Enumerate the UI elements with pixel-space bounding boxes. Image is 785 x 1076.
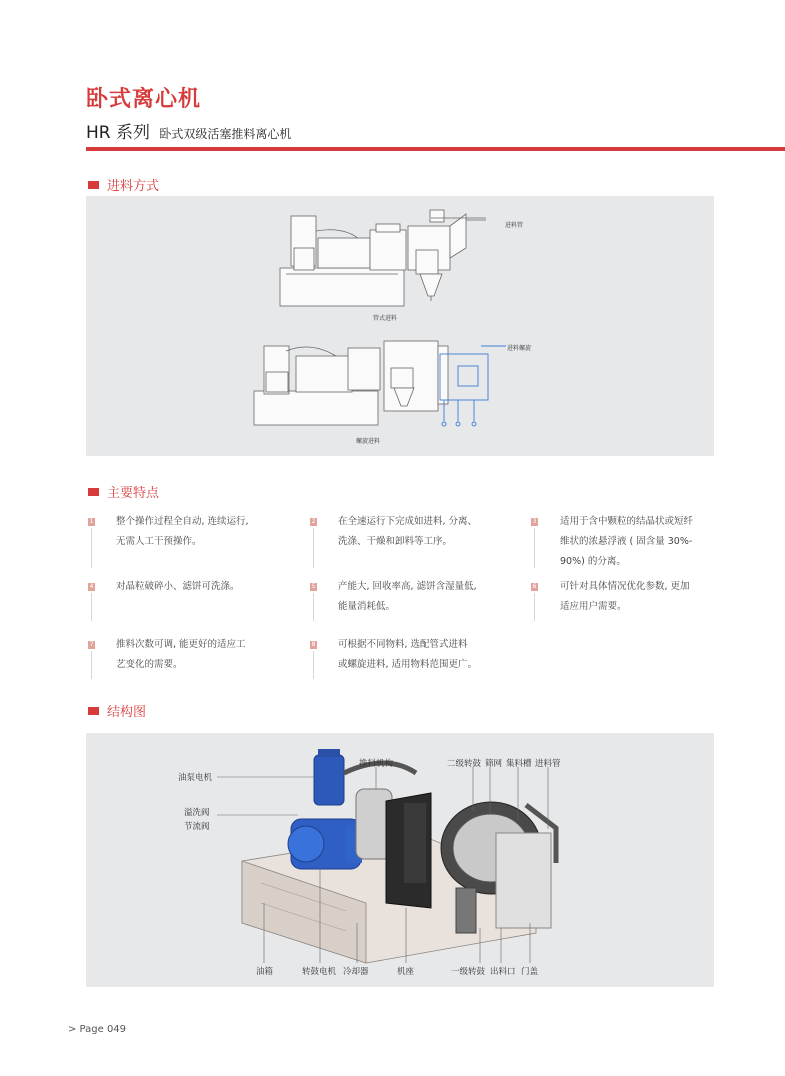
feature-number: 6 — [532, 583, 537, 590]
label-outlet: 出料口 — [490, 967, 516, 977]
feature-item: 可针对具体情况优化参数, 更加 适应用户需要。 — [560, 581, 690, 612]
feature-item: 适用于含中颗粒的结晶状或短纤 维状的浓悬浮液 ( 固含量 30%- 90%) 的分离。 — [560, 516, 694, 567]
feed-diagram-panel — [86, 196, 714, 456]
label-pusher: 推料机构 — [359, 759, 394, 769]
feature-divider — [534, 593, 535, 621]
feature-divider — [91, 593, 92, 621]
series-name: HR 系列 — [86, 123, 150, 143]
feature-number: 3 — [532, 518, 537, 525]
label-door: 门盖 — [521, 967, 539, 977]
page-title: 卧式离心机 — [86, 87, 202, 112]
feature-divider — [313, 528, 314, 568]
feature-item: 在全速运行下完成如进料, 分离、 洗涤、干燥和卸料等工序。 — [338, 516, 478, 547]
section-feed-heading — [88, 175, 159, 194]
feature-number: 7 — [89, 641, 94, 648]
structure-diagram-panel — [86, 733, 714, 987]
feature-divider — [91, 651, 92, 679]
section-structure-label: 结构图 — [107, 705, 147, 720]
series-heading — [86, 118, 291, 143]
feature-divider — [91, 528, 92, 568]
pipe-feed-drawing — [280, 210, 486, 306]
section-marker-icon — [88, 181, 99, 189]
label-screen: 筛网 — [485, 759, 503, 769]
section-marker-icon — [88, 707, 99, 715]
label-wash-valve: 溢洗阀 — [184, 808, 210, 818]
label-oil-tank: 油箱 — [256, 967, 274, 977]
screw-feed-caption: 螺旋进料 — [356, 438, 381, 445]
section-feed-label: 进料方式 — [107, 179, 160, 194]
label-feed-pipe: 进料管 — [535, 759, 561, 769]
label-base: 机座 — [397, 967, 415, 977]
feature-item: 产能大, 回收率高, 滤饼含湿量低, 能量消耗低。 — [338, 581, 477, 612]
feature-divider — [313, 593, 314, 621]
feature-item: 推料次数可调, 能更好的适应工 艺变化的需要。 — [116, 639, 246, 670]
feature-item: 对晶粒破碎小、滤饼可洗涤。 — [116, 581, 240, 592]
pipe-feed-callout: 进料管 — [505, 222, 524, 229]
section-features-heading — [88, 482, 159, 501]
feature-number: 5 — [311, 583, 316, 590]
series-subtitle: 卧式双级活塞推料离心机 — [159, 127, 292, 141]
feature-number: 1 — [89, 518, 94, 525]
feature-divider — [534, 528, 535, 568]
label-throttle-valve: 节流阀 — [184, 822, 210, 832]
feature-divider — [313, 651, 314, 679]
screw-feed-highlight — [440, 346, 506, 426]
label-first-drum: 一级转鼓 — [451, 967, 486, 977]
feed-diagram — [86, 196, 714, 456]
feature-number: 2 — [311, 518, 316, 525]
feature-number: 8 — [311, 641, 316, 648]
label-drum-motor: 转鼓电机 — [302, 967, 337, 977]
feature-number: 4 — [89, 583, 94, 590]
feature-item: 可根据不同物料, 选配管式进料 或螺旋进料, 适用物料范围更广。 — [338, 639, 478, 670]
label-cooler: 冷却器 — [343, 967, 369, 977]
header-divider — [86, 147, 785, 151]
label-oil-pump-motor: 油泵电机 — [178, 773, 213, 783]
screw-feed-drawing — [254, 341, 448, 425]
screw-feed-callout: 进料螺旋 — [507, 345, 532, 352]
pipe-feed-caption: 管式进料 — [373, 315, 398, 322]
feature-item: 整个操作过程全自动, 连续运行, 无需人工干预操作。 — [116, 516, 249, 547]
label-second-drum: 二级转鼓 — [447, 759, 482, 769]
section-marker-icon — [88, 488, 99, 496]
label-collector: 集料槽 — [506, 759, 532, 769]
section-features-label: 主要特点 — [107, 486, 160, 501]
section-structure-heading — [88, 701, 146, 720]
page-number: > Page 049 — [68, 1024, 127, 1035]
